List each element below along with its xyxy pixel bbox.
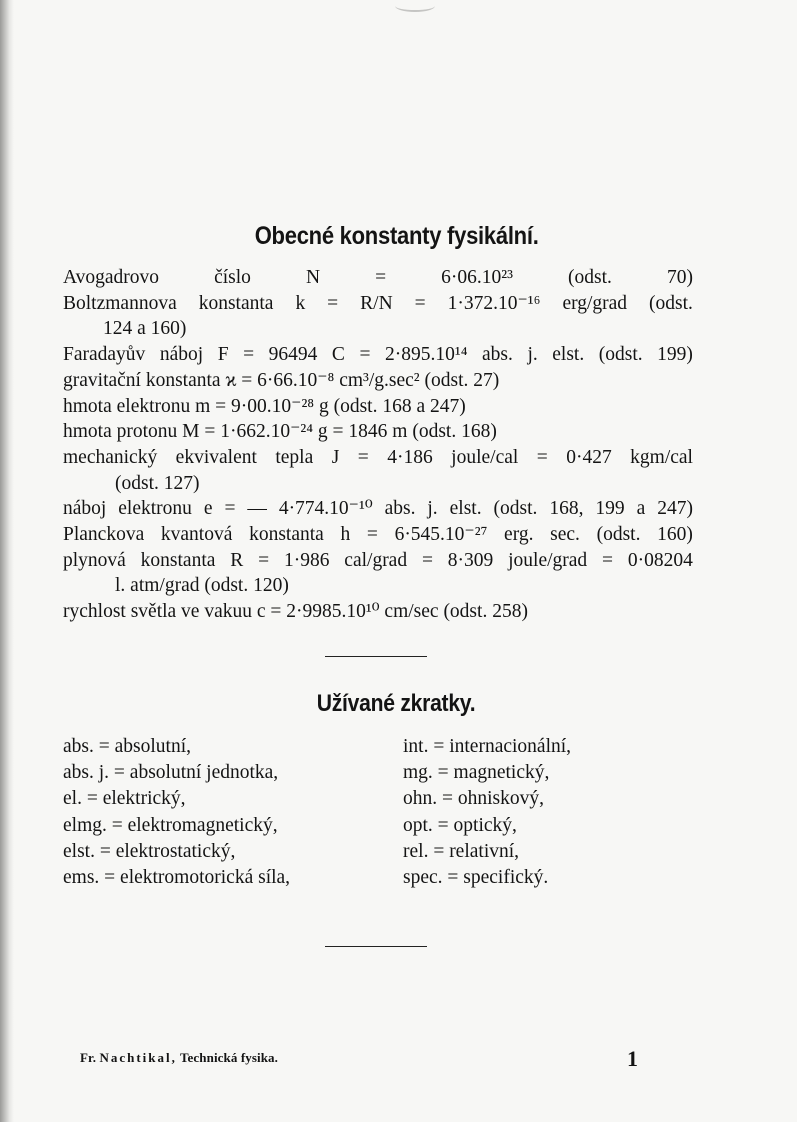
abbreviations-left-column [63, 734, 290, 891]
constant-row: plynová konstanta R = 1·986 cal/grad = 8·309 joule/grad = 0·08204 [63, 549, 693, 571]
constant-row-continuation: l. atm/grad (odst. 120) [115, 575, 289, 597]
abbreviation-item: rel. = relativní, [403, 840, 520, 862]
abbreviation-item: spec. = specifický. [403, 867, 549, 889]
author-prefix: Fr. [80, 1050, 97, 1065]
sheet-number: 1 [627, 1046, 638, 1071]
footer-signature [80, 1050, 278, 1066]
abbreviations-title: Užívané zkratky. [316, 690, 476, 717]
constant-row: gravitační konstanta ϰ = 6·66.10⁻⁸ cm³/g.sec² (odst. 27) [63, 369, 500, 391]
abbreviation-item: abs. = absolutní, [63, 736, 191, 757]
author-name: Nachtikal, [99, 1050, 177, 1065]
page-spine-shadow [0, 0, 14, 1122]
abbreviation-item: opt. = optický, [403, 814, 517, 836]
constant-row: Boltzmannova konstanta k = R/N = 1·372.10⁻¹⁶ erg/grad (odst. [63, 292, 693, 314]
abbreviation-item: mg. = magnetický, [403, 762, 550, 784]
abbreviation-item: elst. = elektrostatický, [63, 840, 236, 862]
section-divider [325, 946, 427, 947]
constant-row: rychlost světla ve vakuu c = 2·9985.10¹⁰ cm/sec (odst. 258) [63, 601, 528, 623]
constant-row: Avogadrovo číslo N = 6·06.10²³ (odst. 70) [63, 267, 693, 288]
constant-row-continuation: 124 a 160) [103, 318, 187, 340]
constant-row: mechanický ekvivalent tepla J = 4·186 joule/cal = 0·427 kgm/cal [63, 446, 693, 468]
abbreviation-item: ems. = elektromotorická síla, [63, 867, 291, 889]
book-title: Technická fysika. [179, 1050, 279, 1065]
constant-row: hmota protonu M = 1·662.10⁻²⁴ g = 1846 m (odst. 168) [63, 421, 497, 443]
abbreviation-item: el. = elektrický, [63, 788, 186, 810]
constant-row: hmota elektronu m = 9·00.10⁻²⁸ g (odst. 168 a 247) [63, 395, 466, 417]
abbreviation-item: ohn. = ohniskový, [403, 788, 545, 810]
constant-row-continuation: (odst. 127) [115, 472, 200, 494]
abbreviations-right-column [403, 734, 571, 891]
page-smudge [395, 0, 435, 12]
abbreviation-item: elmg. = elektromagnetický, [63, 814, 278, 836]
constant-row: náboj elektronu e = — 4·774.10⁻¹⁰ abs. j. elst. (odst. 168, 199 a 247) [63, 498, 693, 520]
abbreviation-item: int. = internacionální, [403, 736, 572, 757]
abbreviation-item: abs. j. = absolutní jednotka, [63, 762, 279, 784]
constant-row: Faradayův náboj F = 96494 C = 2·895.10¹⁴ abs. j. elst. (odst. 199) [63, 344, 693, 366]
page-title: Obecné konstanty fysikální. [254, 222, 539, 250]
constant-row: Planckova kvantová konstanta h = 6·545.10⁻²⁷ erg. sec. (odst. 160) [63, 524, 693, 546]
constants-list [63, 265, 693, 625]
section-divider [325, 656, 427, 657]
